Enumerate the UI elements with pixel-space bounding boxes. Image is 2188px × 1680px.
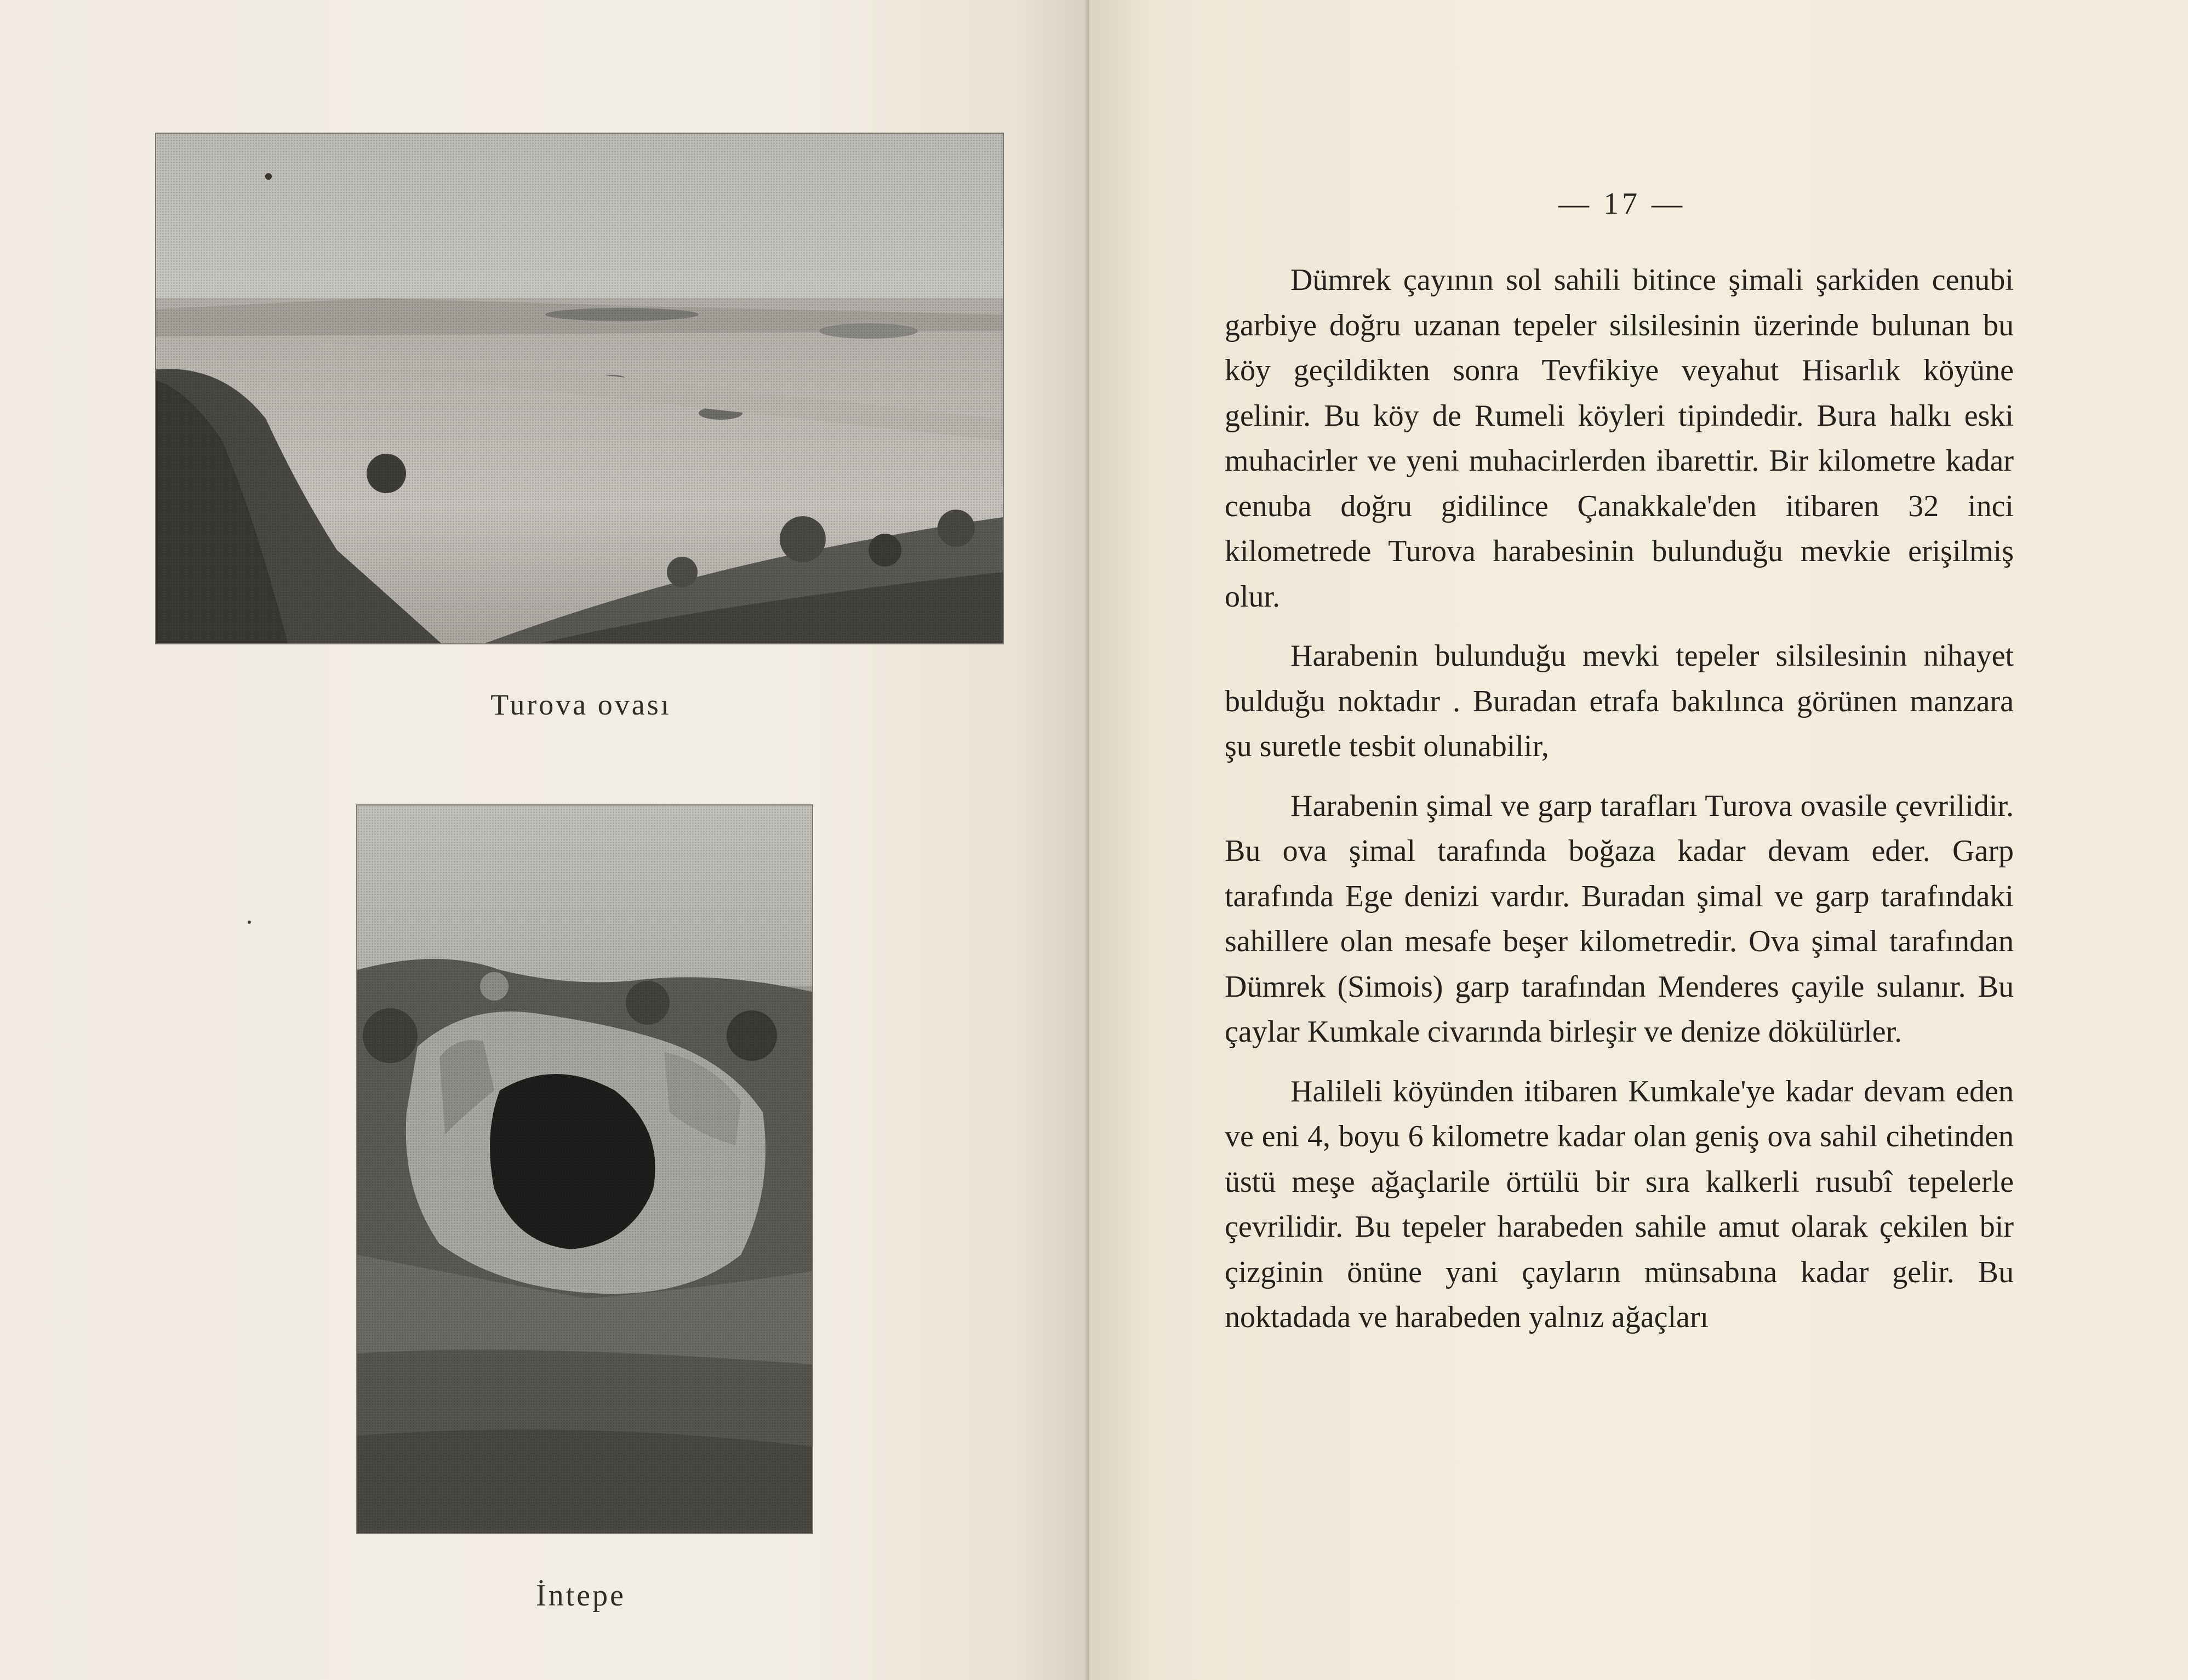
paragraph: Halileli köyünden itibaren Kumkale'ye kadar devam eden ve eni 4, boyu 6 kilometre kadar olan geniş ova sahil cihetinden üstü meşe ağaçlarile örtülü bir sıra kalkerli rusubî tepelerle çevrilidir. Bu tepeler harabeden sahile amut olarak çekilen bir çizginin önüne yani çayların münsabına kadar gelir. Bu noktadada ve harabeden yalnız ağaçları — [1225, 1074, 2014, 1334]
photo-intepe-image — [357, 805, 812, 1533]
paragraph: Dümrek çayının sol sahili bitince şimali şarkiden cenubi garbiye doğru uzanan tepeler silsilesinin üzerinde bulunan bu köy geçildikten sonra Tevfikiye veyahut Hisarlık köyüne gelinir. Bu köy de Rumeli köyleri tipindedir. Bura halkı eski muhacirler ve yeni muhacirlerden ibarettir. Bir kilometre kadar cenuba doğru gidilince Çanakkale'den itibaren 32 inci kilometrede Turova harabesinin bulunduğu mevkie erişilmiş olur. — [1225, 263, 2014, 614]
body-text — [1225, 258, 2014, 1355]
caption-turova-plain: Turova ovası — [490, 688, 671, 721]
caption-intepe: İntepe — [536, 1579, 626, 1613]
paragraph: Harabenin bulunduğu mevki tepeler silsilesinin nihayet bulduğu noktadır . Buradan etrafa bakılınca görünen manzara şu suretle tesbit olunabilir, — [1225, 639, 2014, 763]
ink-speck — [248, 921, 251, 924]
paragraph: Harabenin şimal ve garp tarafları Turova ovasile çevrilidir. Bu ova şimal tarafında boğaza kadar devam eder. Garp tarafında Ege denizi vardır. Buradan şimal ve garp tarafındaki sahillere olan mesafe beşer kilometredir. Ova şimal tarafından Dümrek (Simois) garp tarafından Menderes çayile sulanır. Bu çaylar Kumkale civarında birleşir ve denize dökülürler. — [1225, 788, 2014, 1049]
photo-turova-plain — [155, 133, 1004, 644]
ink-speck — [265, 173, 272, 180]
left-page — [0, 0, 1089, 1680]
page-number: — 17 — — [1558, 187, 1686, 221]
photo-turova-plain-image — [156, 134, 1003, 643]
photo-intepe — [356, 804, 813, 1534]
